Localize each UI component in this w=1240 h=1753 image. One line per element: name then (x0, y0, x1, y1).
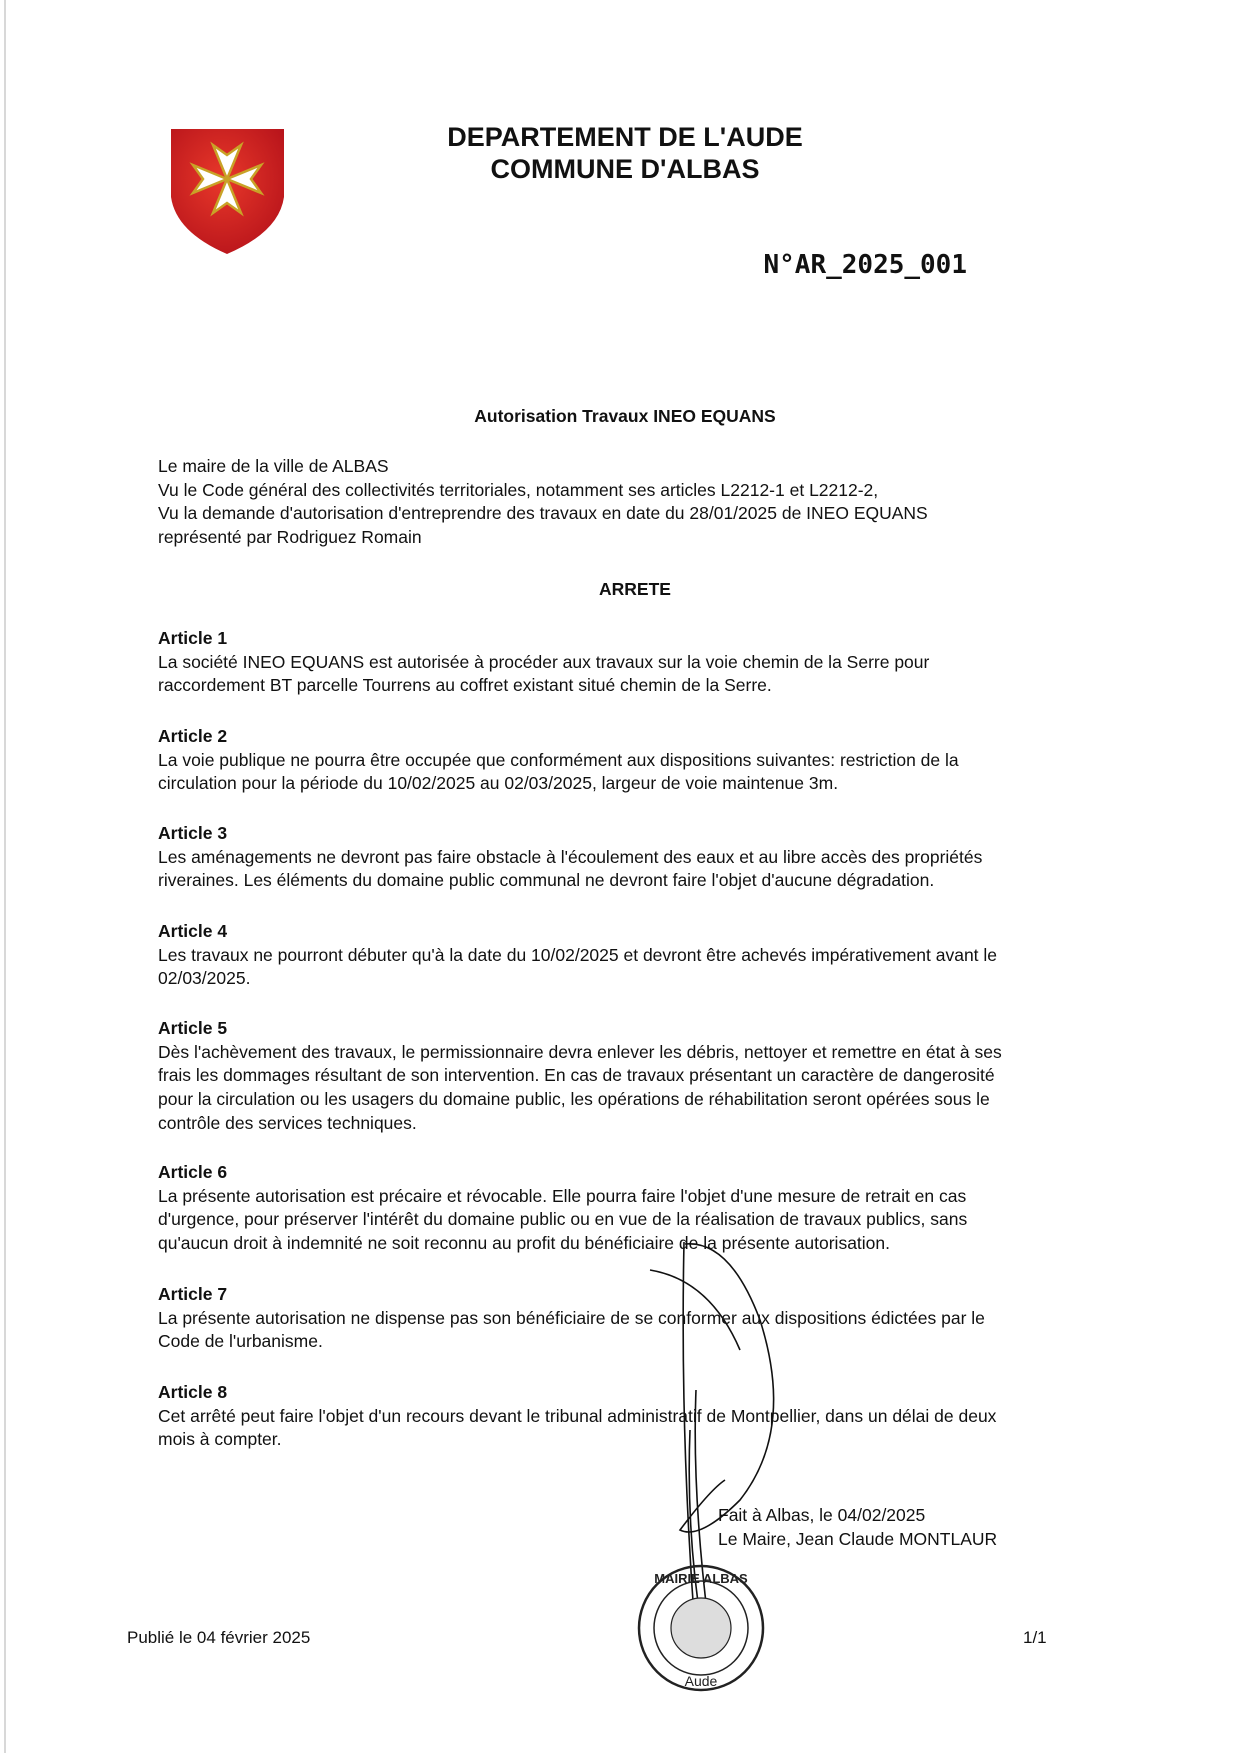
article-line: Les aménagements ne devront pas faire obstacle à l'écoulement des eaux et au libre accès des propriétés (158, 846, 983, 867)
article-title: Article 4 (158, 921, 228, 941)
decree-subject: Autorisation Travaux INEO EQUANS (474, 406, 776, 426)
department-heading: DEPARTEMENT DE L'AUDE (447, 122, 803, 152)
article-line: raccordement BT parcelle Tourrens au coffret existant situé chemin de la Serre. (158, 675, 772, 696)
article-title: Article 2 (158, 726, 228, 746)
article-2 (158, 725, 1118, 796)
article-line: La présente autorisation est précaire et révocable. Elle pourra faire l'objet d'une mesure de retrait en cas (158, 1185, 967, 1206)
preamble (158, 455, 1118, 550)
preamble-line: Vu le Code général des collectivités territoriales, notamment ses articles L2212-1 et L2212-2, (158, 479, 879, 500)
article-line: mois à compter. (158, 1429, 282, 1450)
place-date: Fait à Albas, le 04/02/2025 (718, 1505, 926, 1525)
article-line: La voie publique ne pourra être occupée que conformément aux dispositions suivantes: restriction de la (158, 749, 959, 770)
article-1 (158, 627, 1118, 698)
stamp-label: MAIRIE ALBAS (654, 1571, 748, 1586)
arrete-heading: ARRETE (599, 579, 671, 599)
article-line: La présente autorisation ne dispense pas son bénéficiaire de se conformer aux dispositions édictées par le (158, 1307, 985, 1328)
stamp-label: Aude (684, 1673, 718, 1689)
article-line: Les travaux ne pourront débuter qu'à la date du 10/02/2025 et devront être achevés impérativement avant le (158, 944, 998, 965)
article-4 (158, 920, 1118, 991)
article-line: 02/03/2025. (158, 968, 251, 989)
article-line: Dès l'achèvement des travaux, le permissionnaire devra enlever les débris, nettoyer et remettre en état à ses (158, 1041, 1002, 1062)
preamble-line: représenté par Rodriguez Romain (158, 527, 422, 548)
article-line: Cet arrêté peut faire l'objet d'un recours devant le tribunal administratif de Montpellier, dans un délai de deux (158, 1405, 997, 1426)
article-title: Article 8 (158, 1382, 228, 1402)
article-line: riveraines. Les éléments du domaine public communal ne devront faire l'objet d'aucune dégradation. (158, 870, 935, 891)
article-line: Code de l'urbanisme. (158, 1331, 323, 1352)
signatory: Le Maire, Jean Claude MONTLAUR (718, 1528, 998, 1549)
article-line: La société INEO EQUANS est autorisée à procéder aux travaux sur la voie chemin de la Serre pour (158, 651, 930, 672)
article-3 (158, 822, 1118, 893)
article-title: Article 1 (158, 628, 228, 648)
article-title: Article 6 (158, 1162, 228, 1182)
article-line: d'urgence, pour préserver l'intérêt du domaine public ou en vue de la réalisation de travaux publics, sans (158, 1209, 968, 1230)
article-5 (158, 1017, 1118, 1136)
page-edge (4, 0, 6, 1753)
article-line: pour la circulation ou les usagers du domaine public, les opérations de réhabilitation seront opérées sous le (158, 1089, 990, 1110)
preamble-line: Vu la demande d'autorisation d'entreprendre des travaux en date du 28/01/2025 de INEO EQUANS (158, 503, 928, 524)
article-title: Article 3 (158, 823, 228, 843)
commune-heading: COMMUNE D'ALBAS (490, 154, 760, 184)
article-line: contrôle des services techniques. (158, 1112, 417, 1133)
article-line: frais les dommages résultant de son intervention. En cas de travaux présentant un caractère de dangerosité (158, 1065, 995, 1086)
article-title: Article 7 (158, 1284, 228, 1304)
article-title: Article 5 (158, 1018, 228, 1038)
preamble-line: Le maire de la ville de ALBAS (158, 456, 389, 476)
publication-date: Publié le 04 février 2025 (127, 1628, 311, 1647)
article-line: qu'aucun droit à indemnité ne soit reconnu au profit du bénéficiaire de la présente autorisation. (158, 1233, 891, 1254)
page-number: 1/1 (1023, 1628, 1047, 1647)
signature-and-stamp (620, 1230, 820, 1700)
decree-number: N°AR_2025_001 (763, 250, 967, 280)
article-line: circulation pour la période du 10/02/2025 au 02/03/2025, largeur de voie maintenue 3m. (158, 773, 839, 794)
